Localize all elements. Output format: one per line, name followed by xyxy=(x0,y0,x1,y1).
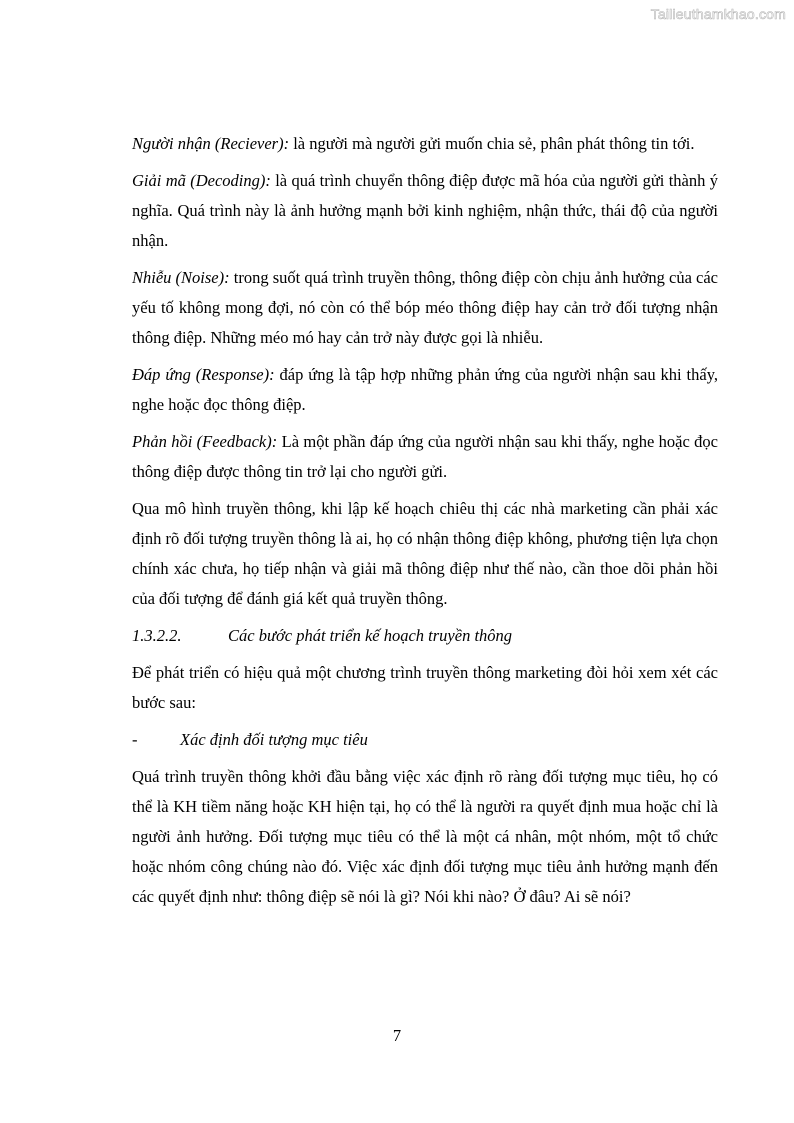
definition-term: Phản hồi (Feedback): xyxy=(132,432,278,451)
definition-text: trong suốt quá trình truyền thông, thông điệp còn chịu ảnh hưởng của các yếu tố không mong đợi, nó còn có thể bóp méo thông điệp hay cản trở đối tượng nhận thông điệp. Những méo mó hay cản trở này được gọi là nhiễu. xyxy=(132,268,719,347)
target-paragraph: Quá trình truyền thông khởi đầu bằng việc xác định rõ ràng đối tượng mục tiêu, họ có thể là KH tiềm năng hoặc KH hiện tại, họ có thể là người ra quyết định mua hoặc chỉ là người ảnh hưởng. Đối tượng mục tiêu có thể là một cá nhân, một nhóm, một tổ chức hoặc nhóm công chúng nào đó. Việc xác định đối tượng mục tiêu ảnh hưởng mạnh đến các quyết định như: thông điệp sẽ nói là gì? Nói khi nào? Ở đâu? Ai sẽ nói? xyxy=(132,767,718,906)
section-heading xyxy=(132,621,718,651)
summary-paragraph: Qua mô hình truyền thông, khi lập kế hoạch chiêu thị các nhà marketing cần phải xác định rõ đối tượng truyền thông là ai, họ có nhận thông điệp không, phương tiện lựa chọn chính xác chưa, họ tiếp nhận và giải mã thông điệp như thế nào, cần thoe dõi phản hồi của đối tượng để đánh giá kết quả truyền thông. xyxy=(132,499,718,608)
definition-term: Đáp ứng (Response): xyxy=(132,365,275,384)
definition-response xyxy=(132,360,718,420)
definition-feedback xyxy=(132,427,718,487)
definition-text: đáp ứng là tập hợp những phản ứng của người nhận sau khi thấy, nghe hoặc đọc thông điệp. xyxy=(132,365,718,414)
definition-term: Giải mã (Decoding): xyxy=(132,171,271,190)
bullet-text: Xác định đối tượng mục tiêu xyxy=(180,730,368,749)
definition-receiver xyxy=(132,129,718,159)
definition-text: là người mà người gửi muốn chia sẻ, phân phát thông tin tới. xyxy=(289,134,695,153)
section-title: Các bước phát triển kế hoạch truyền thông xyxy=(228,626,513,645)
intro-paragraph: Để phát triển có hiệu quả một chương trình truyền thông marketing đòi hỏi xem xét các bước sau: xyxy=(132,663,718,712)
definition-decoding xyxy=(132,166,718,256)
page-number: 7 xyxy=(392,1026,402,1045)
watermark: Tailieuthamkhao.com xyxy=(650,6,786,22)
bullet-marker: - xyxy=(132,730,138,749)
definition-term: Nhiễu (Noise): xyxy=(132,268,230,287)
definition-text: Là một phần đáp ứng của người nhận sau khi thấy, nghe hoặc đọc thông điệp được thông tin trở lại cho người gửi. xyxy=(132,432,718,481)
bullet-item xyxy=(132,725,718,755)
section-number: 1.3.2.2. xyxy=(132,626,182,645)
definition-noise xyxy=(132,263,718,353)
definition-term: Người nhận (Reciever): xyxy=(132,134,290,153)
document-body xyxy=(132,129,718,919)
definition-text: là quá trình chuyển thông điệp được mã hóa của người gửi thành ý nghĩa. Quá trình này là ảnh hưởng mạnh bởi kinh nghiệm, nhận thức, thái độ của người nhận. xyxy=(132,171,718,250)
